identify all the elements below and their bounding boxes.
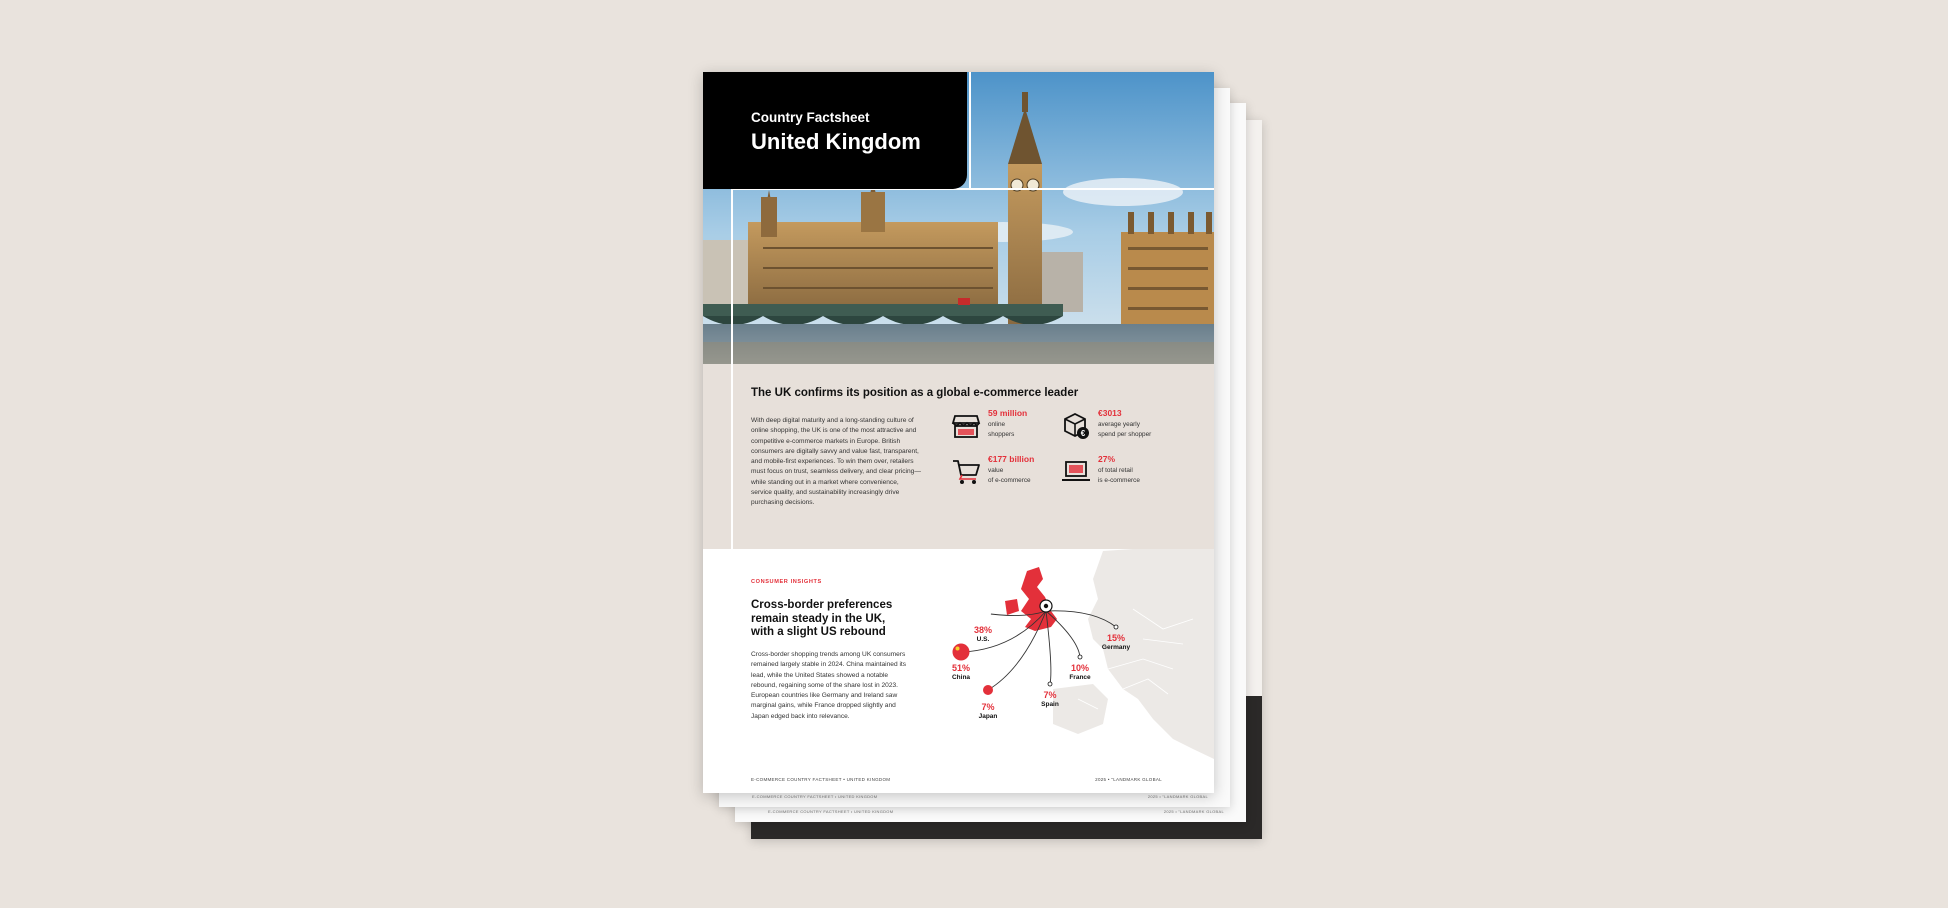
laptop-icon xyxy=(1061,456,1091,486)
china-label: China xyxy=(951,674,971,681)
hero-frame-left xyxy=(731,188,733,364)
stat-description: online shoppers xyxy=(988,421,1015,438)
shopping-cart-icon xyxy=(951,456,981,486)
china-flag-icon xyxy=(953,644,970,661)
stat-ecommerce-value xyxy=(951,454,1071,494)
insights-heading: Cross-border preferences remain steady in the UK, with a slight US rebound xyxy=(751,599,893,638)
japan-label: Japan xyxy=(978,713,998,720)
insights-body: Cross-border shopping trends among UK consumers remained largely stable in 2024. China maintained its lead, while the United States showed a notable rebound, regaining some of the share lost in 2023. European countries like Germany and Ireland saw marginal gains, while France dropped slightly and Japan edged back into relevance. xyxy=(751,651,907,720)
france-marker-icon xyxy=(1078,655,1082,659)
iberia-land xyxy=(1053,684,1108,734)
stat-value: €3013 xyxy=(1098,408,1122,418)
stat-description: of total retail is e-commerce xyxy=(1098,467,1140,484)
title-box xyxy=(703,72,967,189)
consumer-insights-section xyxy=(703,549,1214,793)
spain-label: Spain xyxy=(1041,701,1059,708)
germany-share: 15% xyxy=(1106,633,1126,643)
europe-land xyxy=(1088,549,1214,759)
spain-marker-icon xyxy=(1048,682,1052,686)
hero-frame-mid xyxy=(969,72,971,190)
us-share: 38% xyxy=(973,625,993,635)
us-label: U.S. xyxy=(976,636,990,643)
overview-body: With deep digital maturity and a long-standing culture of online shopping, the UK is one of the most attractive and competitive e-commerce markets in Europe. British consumers are digitally savvy and value fast, transparent, and mobile-first experiences. To win them over, retailers must focus on trust, seamless delivery, and clear pricing—while standing out in a market where convenience, service quality, and sustainability increasingly drive purchasing decisions. xyxy=(751,417,921,507)
us-flag-icon xyxy=(975,605,991,621)
ireland-highlight xyxy=(1005,599,1019,615)
overview-section xyxy=(703,364,1214,549)
stacked-footer-left: E-COMMERCE COUNTRY FACTSHEET • UNITED KINGDOM xyxy=(768,809,894,814)
stat-value: 27% xyxy=(1098,454,1116,464)
stacked-footer-right: 2025 • "LANDMARK GLOBAL xyxy=(1147,794,1208,799)
spain-share: 7% xyxy=(1043,690,1057,700)
france-share: 10% xyxy=(1070,663,1090,673)
page-title: United Kingdom xyxy=(751,129,921,154)
china-share: 51% xyxy=(951,663,971,673)
stacked-footer-left: E-COMMERCE COUNTRY FACTSHEET • UNITED KINGDOM xyxy=(752,794,878,799)
section-label: CONSUMER INSIGHTS xyxy=(751,579,822,585)
footer-right: 2025 • "LANDMARK GLOBAL xyxy=(1095,777,1162,782)
japan-share: 7% xyxy=(981,702,995,712)
stat-description: value of e-commerce xyxy=(988,467,1031,484)
japan-marker-icon xyxy=(983,685,993,695)
stat-online-shoppers xyxy=(951,408,1071,448)
storefront-icon xyxy=(951,410,981,440)
stat-value: 59 million xyxy=(988,408,1028,418)
france-label: France xyxy=(1069,674,1091,681)
footer-left: E-COMMERCE COUNTRY FACTSHEET • UNITED KINGDOM xyxy=(751,777,891,782)
germany-marker-icon xyxy=(1114,625,1118,629)
stat-yearly-spend xyxy=(1061,408,1181,448)
overview-heading: The UK confirms its position as a global e-commerce leader xyxy=(751,387,1079,399)
factsheet-page xyxy=(703,72,1214,793)
germany-label: Germany xyxy=(1101,644,1131,651)
uk-highlight xyxy=(1021,567,1057,631)
stat-retail-share xyxy=(1061,454,1181,494)
section-frame-left xyxy=(731,364,733,549)
stat-description: average yearly spend per shopper xyxy=(1098,421,1152,438)
svg-text:€: € xyxy=(1080,429,1086,438)
cross-border-map xyxy=(933,549,1214,793)
title-kicker: Country Factsheet xyxy=(751,110,870,125)
stacked-footer-right: 2025 • "LANDMARK GLOBAL xyxy=(1163,809,1224,814)
stat-value: €177 billion xyxy=(988,454,1035,464)
package-euro-icon xyxy=(1061,410,1091,440)
